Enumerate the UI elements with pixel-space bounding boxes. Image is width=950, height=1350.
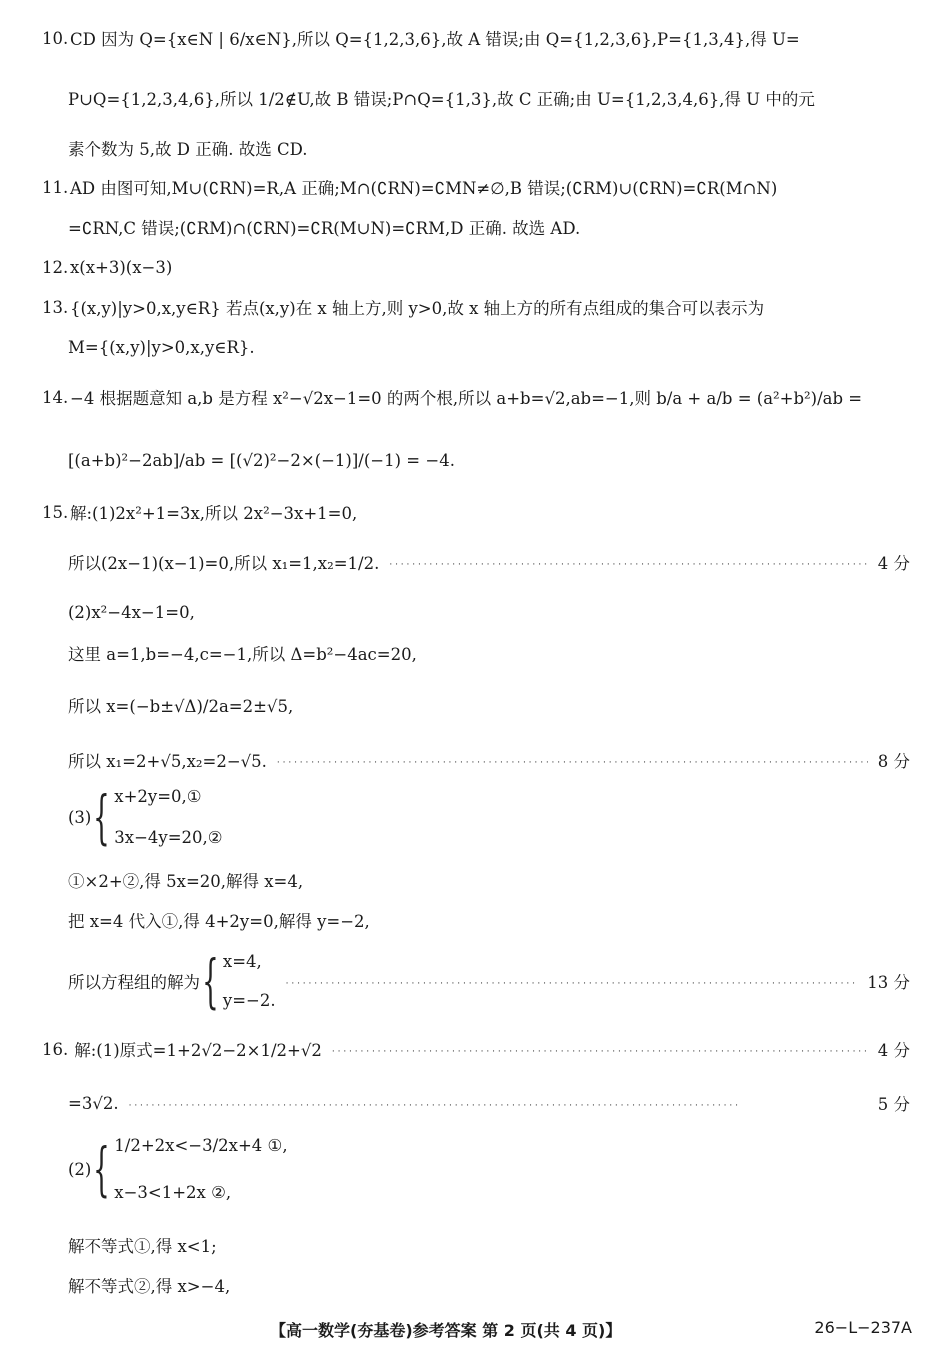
q15-text-1: 解:(1)2x²+1=3x,所以 2x²−3x+1=0, <box>70 504 358 523</box>
q11-number: 11. <box>42 177 69 197</box>
q10-line-2 <box>0 83 950 113</box>
q13-line-2 <box>0 332 950 362</box>
q14-number: 14. <box>42 387 69 407</box>
q15-score-3: 13 分 <box>867 973 910 992</box>
q15-system-label: (3) <box>68 807 92 827</box>
q16-line-4 <box>0 1270 950 1300</box>
q11-text-1: AD 由图可知,M∪(∁RN)=R,A 正确;M∩(∁RN)=∁MN≠∅,B 错误;(∁RM)∪(∁RN)=∁R(M∩N) <box>70 179 778 198</box>
q16-text-3: 解不等式①,得 x<1; <box>68 1237 217 1256</box>
q16-system-ineq-2: x−3<1+2x ②, <box>114 1183 232 1202</box>
q15-solution-values <box>223 952 276 1010</box>
q16-inequality-system <box>68 1136 288 1202</box>
q13-line-1 <box>0 292 950 322</box>
q15-solution-label: 所以方程组的解为 <box>68 973 200 992</box>
q15-text-7: ①×2+②,得 5x=20,解得 x=4, <box>68 872 304 891</box>
q16-text-4: 解不等式②,得 x>−4, <box>68 1277 231 1296</box>
q16-number: 16. <box>42 1039 69 1059</box>
q15-line-3 <box>0 597 950 627</box>
q15-step-2 <box>68 748 910 772</box>
q15-solution <box>68 947 910 1015</box>
q15-step-1 <box>68 550 910 574</box>
q16-text-1: 解:(1)原式=1+2√2−2×1/2+√2 <box>74 1041 322 1060</box>
q15-line-4 <box>0 638 950 668</box>
q15-text-8: 把 x=4 代入①,得 4+2y=0,解得 y=−2, <box>68 912 370 931</box>
q14-line-1 <box>0 382 950 412</box>
q10-text-2: P∪Q={1,2,3,4,6},所以 1/2∉U,故 B 错误;P∩Q={1,3},故 C 正确;由 U={1,2,3,4,6},得 U 中的元 <box>68 90 815 109</box>
footer-title: 【高一数学(夯基卷)参考答案 第 2 页(共 4 页)】 <box>270 1321 622 1340</box>
q15-equation-system <box>68 783 223 851</box>
q15-text-4: 这里 a=1,b=−4,c=−1,所以 Δ=b²−4ac=20, <box>68 645 417 664</box>
q15-line-2 <box>0 547 950 577</box>
q16-step-1 <box>42 1037 910 1061</box>
q13-text-1: {(x,y)|y>0,x,y∈R} 若点(x,y)在 x 轴上方,则 y>0,故 x 轴上方的所有点组成的集合可以表示为 <box>70 299 765 318</box>
q16-line-3 <box>0 1230 950 1260</box>
q15-system-equations <box>114 787 222 847</box>
q16-score-1: 4 分 <box>877 1041 910 1060</box>
q15-line-1 <box>0 497 950 527</box>
q10-line-3 <box>0 133 950 163</box>
q13-number: 13. <box>42 297 69 317</box>
score-leader-dots <box>277 750 868 770</box>
q15-solution-line <box>0 947 950 1015</box>
q15-text-3: (2)x²−4x−1=0, <box>68 602 195 622</box>
q15-score-2: 8 分 <box>877 752 910 771</box>
q10-number: 10. <box>42 28 69 48</box>
q14-text-2: [(a+b)²−2ab]/ab = [(√2)²−2×(−1)]/(−1) = −4. <box>68 450 455 470</box>
q12-text: x(x+3)(x−3) <box>70 257 173 277</box>
q14-line-2 <box>0 445 950 475</box>
q11-text-2: =∁RN,C 错误;(∁RM)∩(∁RN)=∁R(M∪N)=∁RM,D 正确. 故选 AD. <box>68 219 581 238</box>
q16-line-1 <box>0 1034 950 1064</box>
q16-system-ineq-1: 1/2+2x<−3/2x+4 ①, <box>114 1136 288 1155</box>
q16-text-2: =3√2. <box>68 1093 119 1113</box>
page-footer <box>0 1318 950 1344</box>
q15-text-2: 所以(2x−1)(x−1)=0,所以 x₁=1,x₂=1/2. <box>68 554 380 573</box>
q15-text-5: 所以 x=(−b±√Δ)/2a=2±√5, <box>68 697 294 716</box>
score-leader-dots <box>129 1093 868 1113</box>
q15-system-eq-2: 3x−4y=20,② <box>114 828 223 847</box>
q15-solution-y: y=−2. <box>222 991 276 1010</box>
q10-line-1 <box>0 23 950 53</box>
q16-system-label: (2) <box>68 1159 92 1179</box>
left-brace-icon: { <box>202 947 219 1015</box>
q12-line <box>0 252 950 282</box>
score-leader-dots <box>332 1039 868 1059</box>
q16-system-inequalities <box>114 1136 287 1202</box>
q15-text-6: 所以 x₁=2+√5,x₂=2−√5. <box>68 752 267 771</box>
q16-line-2 <box>0 1088 950 1118</box>
q15-solution-x: x=4, <box>222 952 262 971</box>
q10-text-1: CD 因为 Q={x∈N | 6/x∈N},所以 Q={1,2,3,6},故 A 错误;由 Q={1,2,3,6},P={1,3,4},得 U= <box>70 30 800 49</box>
q13-text-2: M={(x,y)|y>0,x,y∈R}. <box>68 337 255 357</box>
q16-score-2: 5 分 <box>877 1095 910 1114</box>
footer-code: 26−L−237A <box>814 1318 912 1337</box>
score-leader-dots <box>286 971 858 991</box>
q15-line-8 <box>0 905 950 935</box>
q15-system-eq-1: x+2y=0,① <box>114 787 202 806</box>
q11-line-2 <box>0 212 950 242</box>
q14-text-1: −4 根据题意知 a,b 是方程 x²−√2x−1=0 的两个根,所以 a+b=√2,ab=−1,则 b/a + a/b = (a²+b²)/ab = <box>70 389 863 408</box>
q11-line-1 <box>0 172 950 202</box>
q15-line-6 <box>0 745 950 775</box>
q15-line-5 <box>0 690 950 720</box>
q15-score-1: 4 分 <box>877 554 910 573</box>
q15-line-7 <box>0 865 950 895</box>
q10-text-3: 素个数为 5,故 D 正确. 故选 CD. <box>68 140 308 159</box>
left-brace-icon: { <box>93 783 111 851</box>
q12-number: 12. <box>42 257 69 277</box>
q16-step-2 <box>68 1091 910 1115</box>
q15-number: 15. <box>42 502 69 522</box>
score-leader-dots <box>389 552 867 572</box>
left-brace-icon: { <box>93 1135 111 1203</box>
